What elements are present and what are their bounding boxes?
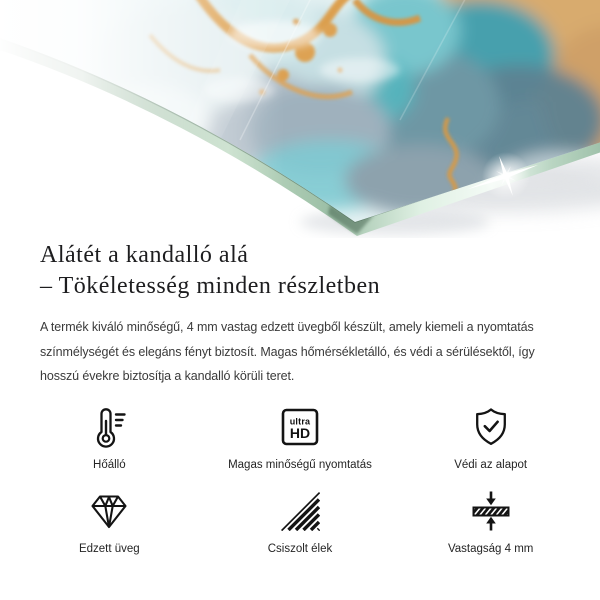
- feature-label: Edzett üveg: [78, 543, 140, 555]
- polished-edges-icon: [278, 488, 322, 534]
- feature-grid: [0, 404, 600, 572]
- feature-thickness-4mm: [395, 488, 586, 572]
- ultra-hd-icon: [278, 404, 322, 450]
- svg-text:HD: HD: [289, 425, 311, 441]
- page-title-line-2: – Tökéletesség minden részletben: [40, 273, 381, 299]
- feature-label: Magas minőségű nyomtatás: [228, 459, 372, 471]
- svg-text:ultra: ultra: [289, 416, 311, 427]
- feature-label: Védi az alapot: [454, 459, 528, 471]
- feature-protects-base: [395, 404, 586, 488]
- thickness-4mm-icon: [469, 488, 513, 534]
- description-line: A termék kiváló minőségű, 4 mm vastag edzett üvegből készült, amely kiemeli a nyomtatás: [40, 320, 534, 334]
- feature-label: Csiszolt élek: [267, 543, 333, 555]
- photo-fade: [0, 0, 285, 238]
- product-description: [40, 315, 575, 389]
- feature-heat-resistant: [14, 404, 205, 488]
- product-copy: [40, 240, 575, 389]
- feature-tempered-glass: [14, 488, 205, 572]
- description-line: hosszú évekre biztosítja a kandalló körüli teret.: [40, 369, 295, 383]
- feature-label: Vastagság 4 mm: [447, 543, 534, 555]
- thermometer-icon: [87, 404, 131, 450]
- page-title: [40, 240, 575, 302]
- product-image: [0, 0, 600, 238]
- shield-check-icon: [469, 404, 513, 450]
- description-line: színmélységét és elegáns fényt biztosít. Magas hőmérsékletálló, és védi a sérülésektől, így: [40, 344, 535, 359]
- feature-high-quality-print: [205, 404, 396, 488]
- feature-polished-edges: [205, 488, 396, 572]
- glass-panel-photo: [0, 0, 600, 238]
- feature-label: Hőálló: [93, 459, 126, 471]
- diamond-icon: [87, 488, 131, 534]
- page-title-line-1: Alátét a kandalló alá: [40, 242, 249, 268]
